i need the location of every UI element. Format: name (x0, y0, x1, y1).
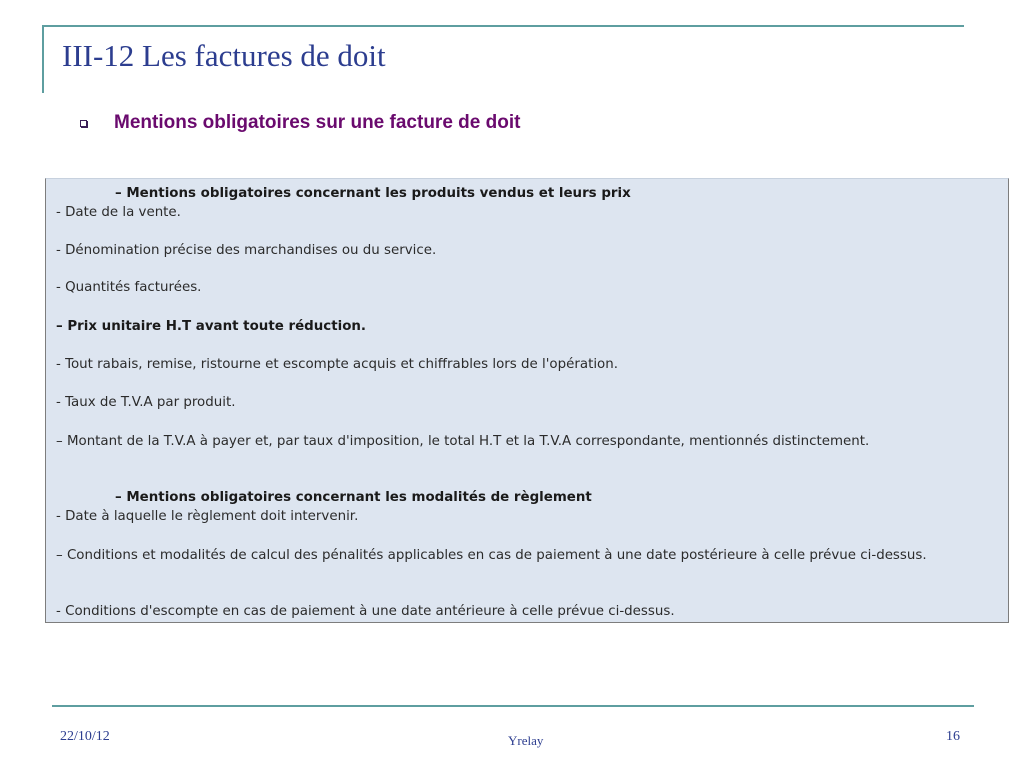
list-item: – Montant de la T.V.A à payer et, par taux d'imposition, le total H.T et la T.V.A correspondante, mentionnés distinctement. (56, 434, 870, 449)
slide-title: III-12 Les factures de doit (62, 38, 386, 73)
list-item: - Dénomination précise des marchandises ou du service. (56, 243, 437, 258)
footer-divider-line (52, 705, 974, 707)
list-item: - Quantités facturées. (56, 280, 202, 295)
square-bullet-icon (80, 120, 87, 127)
footer-date: 22/10/12 (60, 729, 110, 744)
bullet-text: Mentions obligatoires sur une facture de doit (114, 112, 521, 133)
list-item: - Conditions d'escompte en cas de paiement à une date antérieure à celle prévue ci-dessus. (56, 604, 675, 619)
list-item: - Tout rabais, remise, ristourne et escompte acquis et chiffrables lors de l'opération. (56, 357, 618, 372)
section-heading-payment: – Mentions obligatoires concernant les modalités de règlement (115, 490, 592, 505)
mentions-content-box (45, 178, 1009, 623)
footer-page-number: 16 (946, 729, 960, 744)
list-item: – Conditions et modalités de calcul des pénalités applicables en cas de paiement à une date postérieure à celle prévue ci-dessus. (56, 548, 927, 563)
title-accent-horizontal-line (42, 25, 964, 27)
footer-author: Yrelay (508, 733, 544, 748)
list-item: - Date à laquelle le règlement doit intervenir. (56, 509, 359, 524)
list-item: – Prix unitaire H.T avant toute réduction. (56, 319, 367, 334)
list-item: - Date de la vente. (56, 205, 181, 220)
list-item: - Taux de T.V.A par produit. (56, 395, 236, 410)
title-accent-vertical-line (42, 25, 44, 93)
section-heading-products: – Mentions obligatoires concernant les produits vendus et leurs prix (115, 186, 631, 201)
